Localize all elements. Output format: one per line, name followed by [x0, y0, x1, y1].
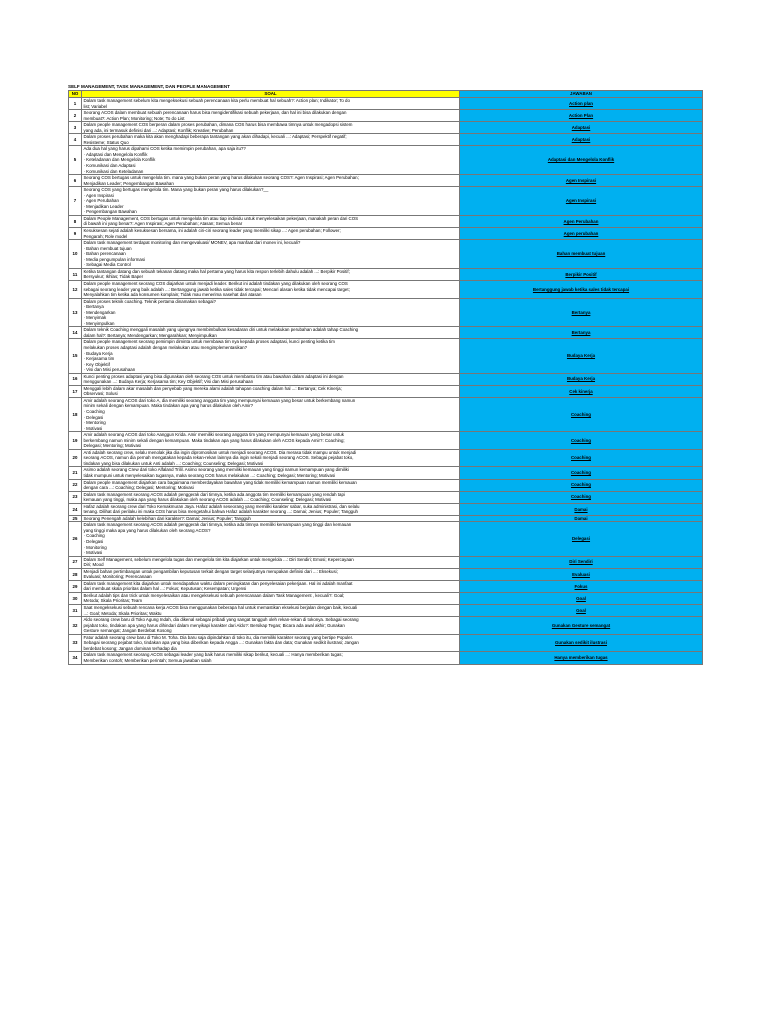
- table-row: [69, 98, 703, 110]
- answer-cell: Agen Inspirasi: [460, 187, 703, 216]
- answer-cell: Coaching: [460, 449, 703, 467]
- row-number: 1: [69, 98, 82, 110]
- table-row: [69, 592, 703, 604]
- question-line: · Kerjasama tim: [83, 356, 115, 362]
- question-line: tidak mumpuni untuk menyelesaikan tugasnya, maka seorang COS harus melakukan ...: Coaching; Delegasi; Mentoring; Motivasi: [83, 473, 336, 478]
- answer-cell: Fokus: [460, 580, 703, 592]
- row-number: 24: [69, 503, 82, 515]
- answer-cell: Bertanya: [460, 327, 703, 339]
- question-cell: [82, 373, 460, 385]
- table-row: [69, 491, 703, 503]
- question-line: tenang. Dilihat dari perilaku ini maka COS harus bisa mengetahui bahwa Hafaz adalah karakter seorang ...: Damai; Jenius; Populer; Tangguh: [83, 509, 358, 515]
- question-line: Menggali lebih dalam akar masalah dan penyebab yang mereka alami adalah tahapan coaching dalam hal ...: Bertanya; Cek Kinerja;: [83, 385, 342, 391]
- answer-cell: Coaching: [460, 479, 703, 491]
- table-row: [69, 268, 703, 280]
- question-line: Bersyukur; Ikhlas; Tidak Baper: [83, 274, 144, 280]
- answer-cell: Agen perubahan: [460, 228, 703, 240]
- question-line: Anti adalah seorang crew, selalu menolak jika dia ingin dipromosikan untuk menjadi seorang ACOS. Dia merasa tidak mampu untuk menjadi: [83, 449, 357, 455]
- question-cell: [82, 187, 460, 216]
- question-cell: [82, 652, 460, 664]
- table-row: [69, 634, 703, 652]
- spreadsheet: [68, 83, 702, 665]
- row-number: 30: [69, 592, 82, 604]
- answer-cell: Agen Inspirasi: [460, 175, 703, 187]
- question-cell: [82, 432, 460, 450]
- row-number: 33: [69, 634, 82, 652]
- answer-cell: Diri Sendiri: [460, 556, 703, 568]
- row-number: 27: [69, 556, 82, 568]
- question-line: dengan cara ...: Coaching; Delegasi; Mentoring; Motivasi: [83, 485, 194, 491]
- question-line: Dalam task management kita diajarkan untuk mendapatkan waktu dalam peningkatan dan penyelesaian pekerjaan. Hal ini adalah manfaat: [83, 580, 353, 586]
- answer-cell: Action plan: [460, 98, 703, 110]
- question-line: Dalam people management seorang pemimpin diminta untuk membawa tim nya kepada proses adaptasi, kunci penting ketika tim: [83, 339, 335, 345]
- question-cell: [82, 522, 460, 556]
- row-number: 4: [69, 134, 82, 146]
- row-number: 9: [69, 228, 82, 240]
- question-line: Evaluasi; Monitoring; Perencanaan: [83, 574, 152, 580]
- sheet-title: SELF MANAGEMENT, TASK MANAGEMENT, DAN PEOPLE MANAGEMENT: [68, 84, 230, 89]
- question-line: ...: Goal; Metoda; Skala Prioritas; Waktu: [83, 610, 162, 616]
- row-number: 14: [69, 327, 82, 339]
- question-line: · Key Objektif: [83, 361, 110, 367]
- question-line: Delegasi; Mentoring; Motivasi: [83, 443, 142, 449]
- table-row: [69, 187, 703, 216]
- table-row: [69, 397, 703, 431]
- question-cell: [82, 327, 460, 339]
- row-number: 16: [69, 373, 82, 385]
- question-cell: [82, 385, 460, 397]
- table-row: [69, 110, 703, 122]
- question-line: Dalam task management seorang ACOS sebagai leader yang baik harus memiliki sikap berikut, kecuali ...: Hanya memberikan tugas;: [83, 652, 343, 658]
- answer-cell: Coaching: [460, 432, 703, 450]
- question-line: Dalam people management COS berperan dalam proses perubahan, dimana COS harus bisa membawa timnya untuk mengadopsi sistem: [83, 122, 353, 128]
- row-number: 5: [69, 146, 82, 175]
- question-line: Dalam proses teknik coaching. Teknik pertama dinamakan sebagai?: [83, 298, 216, 304]
- question-line: Dalam proses perubahan maka kita akan menghadapi beberapa tantangan yang akan dihadapi, kecuali ...: Adaptasi; Perspektif negatif;: [83, 134, 347, 140]
- table-row: [69, 215, 703, 227]
- question-line: · Motivasi: [83, 550, 103, 556]
- question-cell: [82, 110, 460, 122]
- row-number: 32: [69, 617, 82, 635]
- question-line: Amir adalah seorang ACOS dari toko Aanggun Krida. Amir memiliki seorang anggota tim yang mempunyai kemauan yang besar untuk: [83, 432, 344, 438]
- row-number: 23: [69, 491, 82, 503]
- question-cell: [82, 280, 460, 298]
- question-cell: [82, 339, 460, 373]
- question-line: · Agen Perubahan: [83, 198, 119, 204]
- question-line: · Delegasi: [83, 539, 104, 545]
- table-row: [69, 617, 703, 635]
- question-line: berkembang namun minim sekali dengan kemampuan. Maka tindakan apa yang harus dilakukan oleh ACOS kepada Amir?: Coaching;: [83, 437, 345, 443]
- table-row: [69, 467, 703, 479]
- question-cell: [82, 215, 460, 227]
- question-cell: [82, 449, 460, 467]
- question-line: Dalam teknik Coaching menggali masalah yang ujungnya membimbulkan kesadaran diri untuk melakukan perubahan adalah tahap Coaching: [83, 327, 359, 333]
- question-line: Dalam task management seorang ACOS adalah penggerak dari timnya, ketika ada timnya memiliki kemampuan yang tinggi dan kemauan: [83, 522, 352, 528]
- question-cell: [82, 98, 460, 110]
- question-line: Menyalahkan tim ketika ada konsumen komplain; Tidak mau menerima nasehat dari atasan: [83, 292, 262, 298]
- question-line: tindakan yang bisa dilakukan untuk Anti adalah ...: Coaching; Counseling; Delegasi; Motivasi: [83, 460, 264, 466]
- question-line: berdebat kosong; Jangan dominan terhadap dia: [83, 645, 177, 651]
- question-cell: [82, 134, 460, 146]
- table-row: [69, 339, 703, 373]
- question-line: · Menyimak: [83, 315, 107, 321]
- question-line: Seorang ACOS dalam membuat sebuah perencanaan harus bisa mengidentifikasi sebuah pekerjaan, dan hal ini bisa dilakukan dengan: [83, 110, 347, 116]
- answer-cell: Budaya Kerja: [460, 339, 703, 373]
- question-line: · Pengembangan Bawahan: [83, 209, 137, 215]
- question-cell: [82, 228, 460, 240]
- question-line: Memberikan contoh; Memberikan perintah; Semua jawaban salah: [83, 657, 212, 663]
- question-line: · Adaptasi dan Mengelola Konflik: [83, 151, 148, 157]
- question-line: Asimo adalah seorang Crew dari toko Alfaland Trilil. Asimo seorang yang memiliki kemauan yang tinggi namun kemampuan yang dimiliki: [83, 467, 349, 473]
- question-line: Dalam people management seorang COS diajarkan untuk menjadi leader. Berikut ini adalah tindakan yang dilakukan oleh seorang COS: [83, 280, 348, 286]
- question-cell: [82, 568, 460, 580]
- table-body: [69, 98, 703, 665]
- question-line: · Delegasi: [83, 414, 104, 420]
- question-cell: [82, 556, 460, 568]
- question-line: Dalam task management terdapat monitoring dan mengevaluasi/ MONEV, apa manfaat dari monev ini, kecuali?: [83, 240, 301, 246]
- question-cell: [82, 617, 460, 635]
- question-line: · Mentoring: [83, 420, 106, 426]
- answer-cell: Bertanya: [460, 298, 703, 327]
- table-row: [69, 568, 703, 580]
- question-line: yang tinggi maka apa yang harus dilakukan oleh seorang ACOS?: [83, 527, 211, 533]
- table-row: [69, 605, 703, 617]
- answer-cell: Evaluasi: [460, 568, 703, 580]
- question-cell: [82, 605, 460, 617]
- question-line: membuat?: Action Plan; Monitoring; Note; To do List: [83, 115, 185, 121]
- question-line: · Coaching: [83, 533, 105, 539]
- question-line: Metoda; Skala Prioritas; Team: [83, 598, 142, 604]
- row-number: 22: [69, 479, 82, 491]
- question-line: Dalam People Management, COS bertugas untuk mengelola tim atau tiap individu untuk menyelesaikan pekerjaan, manakah peran dari COS: [83, 215, 359, 221]
- question-cell: [82, 634, 460, 652]
- question-line: Dalam people management diajarkan cara bagaimana memberdayakan bawahan yang tidak memiliki kemampuan namun memiliki kemauan: [83, 479, 357, 485]
- row-number: 20: [69, 449, 82, 467]
- table-row: [69, 522, 703, 556]
- table-row: [69, 652, 703, 664]
- table-row: [69, 146, 703, 175]
- row-number: 19: [69, 432, 82, 450]
- question-line: pejabat toko, tindakan apa yang harus dihindari dalam menyikapi karakter dari Aldo?: Bersikap Tegas; Bicara ada awal akhir; Gunakan: [83, 622, 345, 628]
- table-row: [69, 327, 703, 339]
- row-number: 6: [69, 175, 82, 187]
- answer-cell: Coaching: [460, 397, 703, 431]
- question-line: · Komunikasi dan Keteladanan: [83, 168, 144, 174]
- question-line: Saat mengeksekusi sebuah rencana kerja ACOS bisa menggunakan beberapa hal untuk memastikan eksekusi berjalan dengan baik, kecuali: [83, 605, 358, 611]
- question-line: · Budaya Kerja: [83, 350, 113, 356]
- question-cell: [82, 592, 460, 604]
- table-row: [69, 503, 703, 515]
- question-line: dari membuat skala prioritas dalam hal ...: Fokus; Keputusan; Kesempatan; Urgensi: [83, 586, 247, 592]
- question-cell: [82, 479, 460, 491]
- question-line: Observasi; Solusi: [83, 391, 118, 397]
- question-line: Menjadikan Leader; Pengembangan Bawahan: [83, 180, 174, 186]
- row-number: 12: [69, 280, 82, 298]
- table-row: [69, 385, 703, 397]
- question-line: · Komunikasi dan Adaptasi: [83, 163, 136, 169]
- table-row: [69, 373, 703, 385]
- question-cell: [82, 268, 460, 280]
- question-line: · Bertanya: [83, 304, 104, 310]
- table-row: [69, 479, 703, 491]
- row-number: 26: [69, 522, 82, 556]
- row-number: 17: [69, 385, 82, 397]
- table-row: [69, 298, 703, 327]
- question-line: · Visi dan Misi perusahaan: [83, 367, 136, 373]
- row-number: 2: [69, 110, 82, 122]
- question-cell: [82, 122, 460, 134]
- row-number: 8: [69, 215, 82, 227]
- question-line: dalam hal?: Bertanya; Mendengarkan; Mengarahkan; Menyimpulkan: [83, 332, 217, 338]
- answer-cell: Coaching: [460, 467, 703, 479]
- header-soal: SOAL: [82, 91, 460, 98]
- question-line: seorang ACOS, namun dia pernah mengatakan kepada rekan-rekan lainnya dia ingin sekali menjadi seorang ACOS. Sebagai pejabat toko,: [83, 455, 354, 461]
- question-line: Dalam task management sebelum kita mengeksekusi sebuah perencanaan kita perlu membuat hal sebuah?: Action plan; Indikator; To do: [83, 98, 350, 103]
- question-line: yang ada, ini termasuk definisi dari ...: Adaptasi; Konflik; Kreative; Perubahan: [83, 127, 234, 133]
- question-line: · Mendengarkan: [83, 309, 116, 315]
- row-number: 25: [69, 515, 82, 522]
- row-number: 34: [69, 652, 82, 664]
- answer-cell: Adaptasi: [460, 134, 703, 146]
- answer-cell: Gunakan sedikit ilustrasi: [460, 634, 703, 652]
- question-line: Pengarah; Role model: [83, 233, 128, 239]
- question-cell: [82, 397, 460, 431]
- question-line: Dalam task management seorang ACOS adalah penggerak dari timnya, ketika ada anggota tim memiliki kemampuan yang rendah tapi: [83, 491, 345, 497]
- question-line: · Bahan membuat tujuan: [83, 245, 132, 251]
- header-jawaban: JAWABAN: [460, 91, 703, 98]
- question-line: di bawah ini yang benar?: Agen Inspirasi; Agen Perubahan; Atasan; Semua benar: [83, 221, 243, 227]
- table-row: [69, 449, 703, 467]
- answer-cell: Bahan membuat tujuan: [460, 240, 703, 269]
- question-line: minim sekali dengan kemampuan. Maka tindakan apa yang harus dilakukan oleh Amir?: [83, 403, 254, 409]
- answer-cell: Bertanggung jawab ketika sales tidak tercapai: [460, 280, 703, 298]
- answer-cell: Delegasi: [460, 522, 703, 556]
- question-line: Dalam Self Management, sebelum mengelola tugas dan mengelola tim kita diajarkan untuk mengelola ...: Diri Sendiri; Emosi; Kepercayaan: [83, 556, 354, 562]
- question-cell: [82, 503, 460, 515]
- table-row: [69, 280, 703, 298]
- row-number: 11: [69, 268, 82, 280]
- question-cell: [82, 240, 460, 269]
- question-line: melakukan proses adaptasi adalah dengan melakukan atau mengimplementasikan?: [83, 344, 248, 350]
- row-number: 31: [69, 605, 82, 617]
- row-number: 10: [69, 240, 82, 269]
- question-line: · Bahan perencanaan: [83, 251, 126, 257]
- answer-cell: Agen Perubahan: [460, 215, 703, 227]
- question-line: Kesuksesan sejati adalah kesuksesan bersama, ini adalah ciri-ciri seorang leader yang memiliki sikap ...: Agen perubahan; Follower;: [83, 228, 341, 234]
- question-cell: [82, 580, 460, 592]
- question-line: · Keteladanan dan Mengelola Konflik: [83, 157, 156, 163]
- question-cell: [82, 298, 460, 327]
- question-line: · Menyimpulkan: [83, 320, 115, 326]
- row-number: 21: [69, 467, 82, 479]
- row-number: 15: [69, 339, 82, 373]
- answer-cell: Coaching: [460, 491, 703, 503]
- answer-cell: Action Plan: [460, 110, 703, 122]
- header-no: NO: [69, 91, 82, 98]
- question-line: Diri; Mood: [83, 562, 104, 568]
- question-line: Ada dua hal yang harus dipahami COS ketika memimpin perubahan, apa saja itu??: [83, 146, 246, 152]
- table-row: [69, 134, 703, 146]
- question-line: Seorang Penengah adalah kelebihan dari karakter?: Damai; Jenius; Populer; Tangguh: [83, 515, 251, 521]
- question-line: Amir adalah seorang ACOS dari toko A, dia memiliki seorang anggota tim yang mempunyai kemauan yang besar untuk berkembang namun: [83, 397, 356, 403]
- question-line: · Menjadikan Leader: [83, 203, 124, 209]
- table-row: [69, 556, 703, 568]
- question-line: Menjadi bahan pertimbangan untuk pengambilan keputusan terkait dengan target selanjutnya merupakan definisi dari ...: Eksekusi;: [83, 568, 338, 574]
- answer-cell: Goal: [460, 592, 703, 604]
- question-line: Fatur adalah seorang crew baru di Toko M. Toha. Dia baru saja dipindahkan di toko itu, dia memiliki karakter seorang yang bertipe Populer.: [83, 634, 354, 640]
- answer-cell: Goal: [460, 605, 703, 617]
- question-line: sebagai seorang leader yang baik adalah ...: Bertanggung jawab ketika sales tidak tercapai; Mencari alasan ketika tidak mencapai target;: [83, 286, 350, 292]
- table-row: [69, 228, 703, 240]
- answer-cell: Budaya Kerja: [460, 373, 703, 385]
- question-line: Gesture semangat; Jangan Berdebat Kosong: [83, 628, 172, 634]
- question-line: · Sebagai Media Control: [83, 262, 131, 268]
- question-line: Ketika tantangan datang dan sebuah tekanan datang maka hal pertama yang harus kita respon terlebih dahulu adalah ...: Berpikir Positif;: [83, 268, 350, 274]
- question-line: Seorang COS bertugas untuk mengelola tim. mana yang bukan peran yang harus dilakukan seorang COS?: Agen Inspirasi; Agen Perubahan;: [83, 175, 359, 181]
- qa-table: [68, 90, 703, 665]
- row-number: 28: [69, 568, 82, 580]
- answer-cell: Adaptasi dan Mengelola Konflik: [460, 146, 703, 175]
- answer-cell: Damai: [460, 503, 703, 515]
- table-row: [69, 432, 703, 450]
- question-cell: [82, 467, 460, 479]
- question-line: · Motivasi: [83, 425, 103, 431]
- answer-cell: Gunakan Gesture semangat: [460, 617, 703, 635]
- row-number: 3: [69, 122, 82, 134]
- answer-cell: Damai: [460, 515, 703, 522]
- question-line: list; Variabel: [83, 103, 108, 109]
- table-row: [69, 240, 703, 269]
- row-number: 18: [69, 397, 82, 431]
- answer-cell: Hanya memberikan tugas: [460, 652, 703, 664]
- question-line: Kunci penting proses adaptasi yang bisa digunakan oleh seorang COS untuk membantu tim atau bawahan dalam adaptasi ini dengan: [83, 373, 344, 379]
- question-line: menggunakan ...: Budaya Kerja; Kerjasama tim; Key Objektif; Visi dan Misi perusahaan: [83, 379, 254, 385]
- question-cell: [82, 146, 460, 175]
- question-line: · Monitoring: [83, 544, 107, 550]
- row-number: 13: [69, 298, 82, 327]
- row-number: 29: [69, 580, 82, 592]
- question-line: Resisteme; Status Quo: [83, 139, 129, 145]
- table-row: [69, 580, 703, 592]
- question-line: · Coaching: [83, 408, 105, 414]
- question-line: Seorang COS yang bertugas mengelola tim. Mana yang bukan peran yang harus dilakukan?__: [83, 187, 269, 193]
- question-line: · Agen Inspirasi: [83, 192, 114, 198]
- question-line: Hafaz adalah seorang crew dari Toko Kemakmuran Jaya. Hafaz adalah seseorang yang memiliki karakter sabar, suka administrasi, dan selalu: [83, 503, 360, 509]
- question-line: Aldo seorang crew baru di Toko Agung Indah, dia dikenal sebagai pribadi yang sangat tangguh oleh rekan-rekan di tokonya. Sebagai seorang: [83, 617, 359, 623]
- answer-cell: Berpikir Positif: [460, 268, 703, 280]
- question-line: Sebagai seorang pejabat toko, tindakan apa yang bisa diberikan kepada Angga ...: Gunakan fakta dan data; Gunakan sedikit ilustrasi; Jangan: [83, 640, 359, 646]
- answer-cell: Cek kinerja: [460, 385, 703, 397]
- header-row: [69, 91, 703, 98]
- table-row: [69, 122, 703, 134]
- question-cell: [82, 491, 460, 503]
- question-cell: [82, 175, 460, 187]
- answer-cell: Adaptasi: [460, 122, 703, 134]
- row-number: 7: [69, 187, 82, 216]
- question-line: Berikut adalah tips dan trick untuk menyelesaikan atau mengeksekusi sebuah perencanaan dalam Task Management , kecuali?: Goal;: [83, 592, 345, 598]
- question-line: · Media pengumpulan informasi: [83, 256, 146, 262]
- question-line: kemauan yang tinggi, maka apa yang harus dilakukan oleh seorang ACOS adalah ...: Coaching; Counseling; Delegasi; Motivasi: [83, 497, 332, 503]
- table-row: [69, 175, 703, 187]
